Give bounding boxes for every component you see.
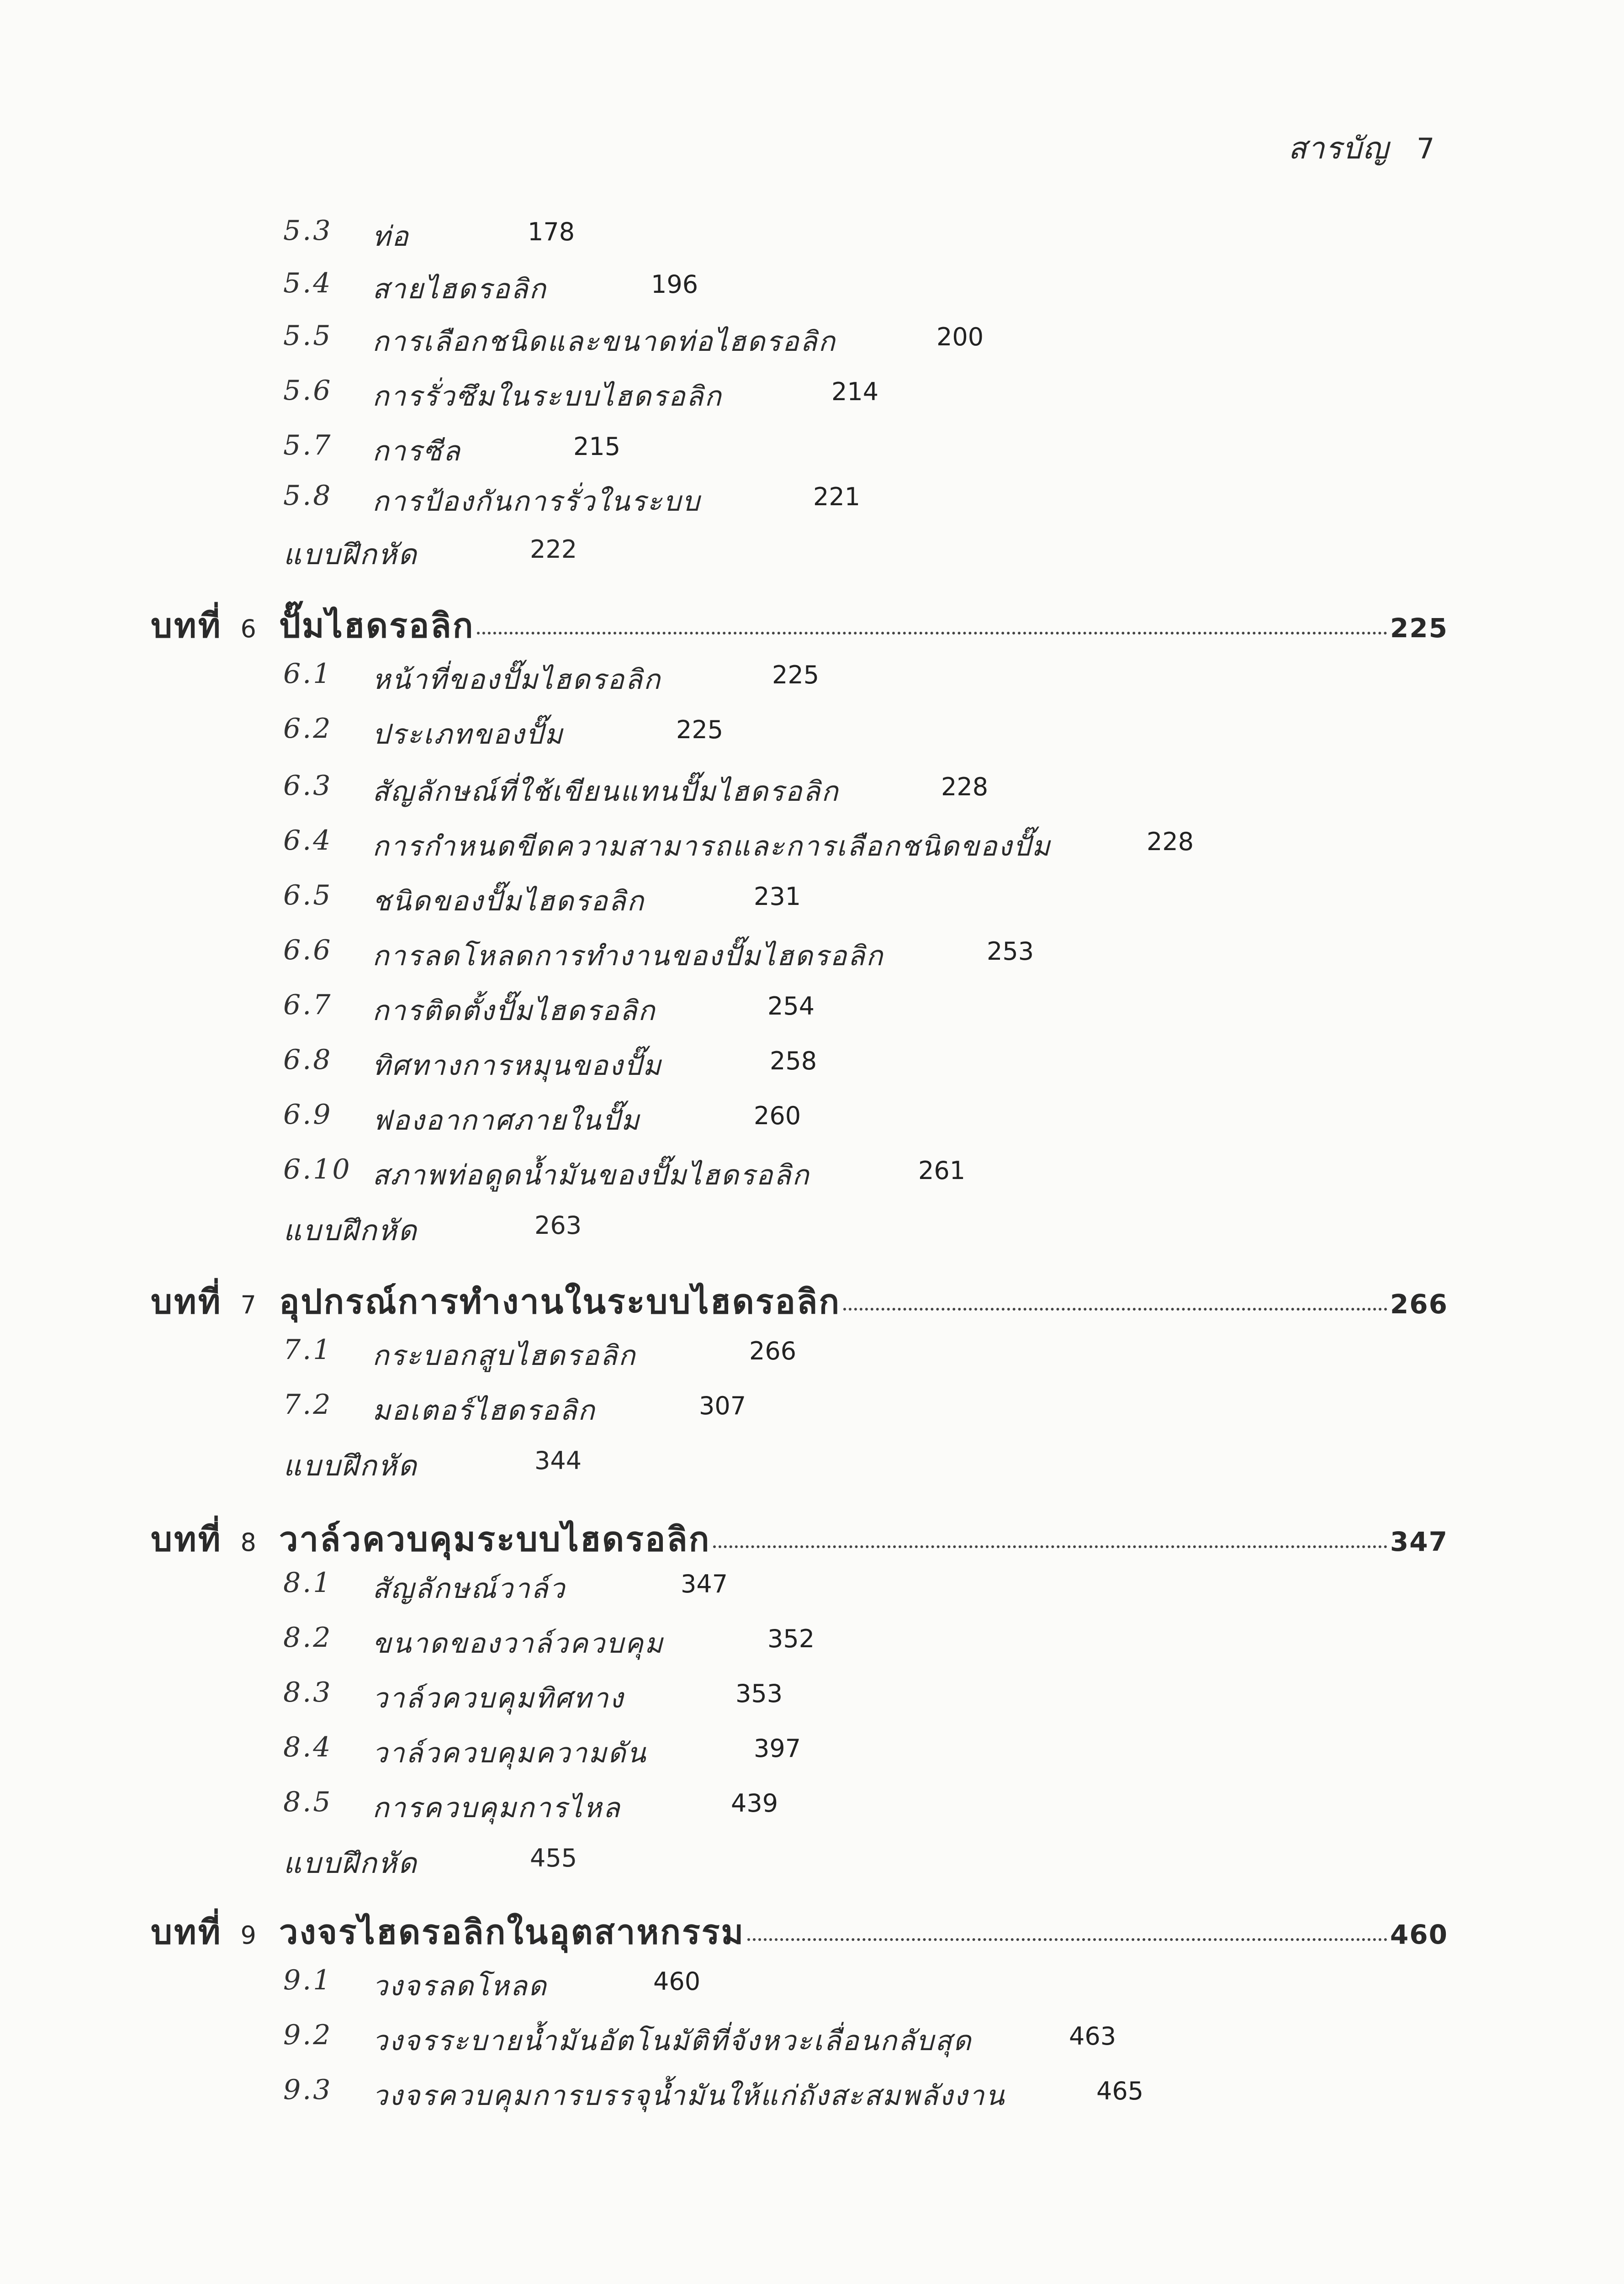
section-page-number: 307 (699, 1391, 746, 1420)
section-title: ท่อ (372, 221, 410, 253)
section-title: การกำหนดขีดความสามารถและการเลือกชนิดของปั๊ม (372, 830, 1052, 862)
exercise-title: แบบฝึกหัด (283, 1214, 418, 1247)
section-page-number: 225 (676, 715, 724, 744)
chapter-label: บทที่ (151, 1520, 222, 1559)
exercise-title: แบบฝึกหัด (283, 1846, 418, 1880)
section-page-number: 352 (767, 1624, 815, 1653)
exercise-page-number: 263 (534, 1211, 582, 1240)
section-title: ขนาดของวาล์วควบคุม (372, 1628, 664, 1660)
chapter-number: 9 (240, 1921, 256, 1950)
section-page-number: 178 (528, 217, 575, 246)
section-number: 9.1 (283, 1964, 333, 1996)
header-page-number: 7 (1416, 132, 1436, 165)
chapter-number: 8 (240, 1528, 256, 1557)
section-number: 6.2 (283, 713, 333, 745)
section-title: มอเตอร์ไฮดรอลิก (372, 1395, 596, 1427)
section-page-number: 465 (1096, 2077, 1144, 2105)
section-number: 8.2 (283, 1622, 333, 1654)
section-title: การซีล (372, 435, 461, 467)
section-number: 7.2 (283, 1389, 333, 1421)
chapter-label: บทที่ (151, 606, 222, 645)
section-title: สัญลักษณ์ที่ใช้เขียนแทนปั๊มไฮดรอลิก (372, 776, 840, 808)
section-number: 6.4 (283, 825, 333, 856)
section-number: 6.8 (283, 1044, 333, 1076)
section-number: 9.3 (283, 2074, 333, 2106)
section-page-number: 353 (735, 1679, 783, 1708)
section-title: ชนิดของปั๊มไฮดรอลิก (372, 885, 645, 917)
chapter-page-number: 347 (1390, 1526, 1448, 1557)
section-number: 5.7 (283, 429, 333, 461)
section-number: 8.3 (283, 1676, 333, 1708)
section-page-number: 439 (731, 1789, 778, 1818)
section-page-number: 347 (681, 1570, 728, 1598)
section-page-number: 225 (772, 661, 820, 689)
section-page-number: 221 (813, 482, 861, 511)
section-page-number: 258 (770, 1047, 817, 1075)
toc-chapter-entry (151, 598, 1448, 644)
section-page-number: 196 (651, 270, 698, 299)
section-title: วาล์วควบคุมความดัน (372, 1737, 647, 1769)
header-title: สารบัญ (1288, 131, 1389, 166)
section-title: ทิศทางการหมุนของปั๊ม (372, 1050, 662, 1082)
chapter-label: บทที่ (151, 1282, 222, 1322)
chapter-title: วงจรไฮดรอลิกในอุตสาหกรรม (279, 1913, 745, 1952)
running-header (1288, 124, 1435, 172)
section-title: การเลือกชนิดและขนาดท่อไฮดรอลิก (372, 326, 836, 358)
section-number: 6.5 (283, 879, 333, 911)
chapter-number: 7 (240, 1290, 256, 1319)
section-page-number: 463 (1069, 2022, 1116, 2051)
dot-leader (477, 632, 1387, 634)
section-page-number: 261 (918, 1156, 966, 1185)
section-page-number: 266 (749, 1337, 797, 1365)
section-page-number: 397 (754, 1734, 801, 1763)
section-page-number: 215 (573, 432, 621, 461)
section-number: 5.4 (283, 267, 333, 299)
section-page-number: 254 (767, 992, 815, 1020)
chapter-title: วาล์วควบคุมระบบไฮดรอลิก (279, 1520, 711, 1559)
section-title: ฟองอากาศภายในปั๊ม (372, 1105, 640, 1137)
section-title: วาล์วควบคุมทิศทาง (372, 1682, 624, 1714)
section-title: ประเภทของปั๊ม (372, 719, 564, 751)
section-number: 7.1 (283, 1334, 333, 1366)
section-title: การลดโหลดการทำงานของปั๊มไฮดรอลิก (372, 940, 884, 972)
exercise-page-number: 222 (530, 535, 577, 564)
chapter-title: อุปกรณ์การทำงานในระบบไฮดรอลิก (279, 1282, 841, 1322)
chapter-title: ปั๊มไฮดรอลิก (279, 606, 475, 645)
toc-exercise-entry (283, 532, 577, 577)
dot-leader (843, 1308, 1387, 1311)
chapter-page-number: 266 (1390, 1289, 1448, 1320)
section-number: 8.5 (283, 1786, 333, 1818)
section-number: 6.6 (283, 934, 333, 966)
section-title: สภาพท่อดูดน้ำมันของปั๊มไฮดรอลิก (372, 1159, 810, 1191)
section-number: 9.2 (283, 2019, 333, 2051)
section-page-number: 228 (1147, 827, 1194, 856)
toc-chapter-entry (151, 1274, 1448, 1320)
section-title: สายไฮดรอลิก (372, 273, 547, 305)
dot-leader (747, 1938, 1387, 1941)
section-number: 8.4 (283, 1731, 333, 1763)
section-title: วงจรควบคุมการบรรจุน้ำมันให้แก่ถังสะสมพลังงาน (372, 2080, 1006, 2112)
section-page-number: 228 (941, 772, 989, 801)
chapter-number: 6 (240, 614, 256, 643)
section-number: 6.7 (283, 989, 333, 1021)
section-title: วงจรระบายน้ำมันอัตโนมัติที่จังหวะเลื่อนกลับสุด (372, 2025, 973, 2057)
section-page-number: 231 (754, 882, 801, 911)
toc-chapter-entry (151, 1905, 1448, 1951)
toc-exercise-entry (283, 1841, 577, 1886)
section-number: 6.3 (283, 770, 333, 802)
toc-chapter-entry (151, 1512, 1448, 1558)
section-title: วงจรลดโหลด (372, 1970, 548, 2002)
section-number: 5.8 (283, 480, 333, 512)
section-title: การป้องกันการรั่วในระบบ (372, 486, 701, 518)
section-number: 5.3 (283, 215, 333, 247)
section-number: 6.1 (283, 658, 333, 690)
section-title: การควบคุมการไหล (372, 1792, 621, 1824)
section-number: 6.9 (283, 1099, 333, 1131)
section-page-number: 260 (754, 1101, 801, 1130)
chapter-page-number: 225 (1390, 613, 1448, 644)
exercise-title: แบบฝึกหัด (283, 538, 418, 571)
section-title: การรั่วซึมในระบบไฮดรอลิก (372, 381, 723, 412)
section-page-number: 214 (831, 377, 879, 406)
exercise-title: แบบฝึกหัด (283, 1449, 418, 1482)
section-title: กระบอกสูบไฮดรอลิก (372, 1340, 637, 1372)
chapter-label: บทที่ (151, 1913, 222, 1952)
exercise-page-number: 344 (534, 1446, 582, 1475)
dot-leader (713, 1545, 1387, 1548)
toc-exercise-entry (283, 1443, 582, 1488)
section-title: หน้าที่ของปั๊มไฮดรอลิก (372, 664, 661, 696)
section-title: สัญลักษณ์วาล์ว (372, 1573, 566, 1605)
section-number: 5.6 (283, 375, 333, 407)
section-number: 8.1 (283, 1567, 333, 1599)
chapter-page-number: 460 (1390, 1919, 1448, 1950)
section-number: 6.10 (283, 1153, 352, 1185)
section-number: 5.5 (283, 320, 333, 352)
section-page-number: 200 (936, 323, 984, 351)
section-page-number: 253 (987, 937, 1034, 966)
section-title: การติดตั้งปั๊มไฮดรอลิก (372, 995, 656, 1027)
toc-exercise-entry (283, 1208, 582, 1253)
exercise-page-number: 455 (530, 1844, 577, 1872)
section-page-number: 460 (653, 1967, 701, 1996)
